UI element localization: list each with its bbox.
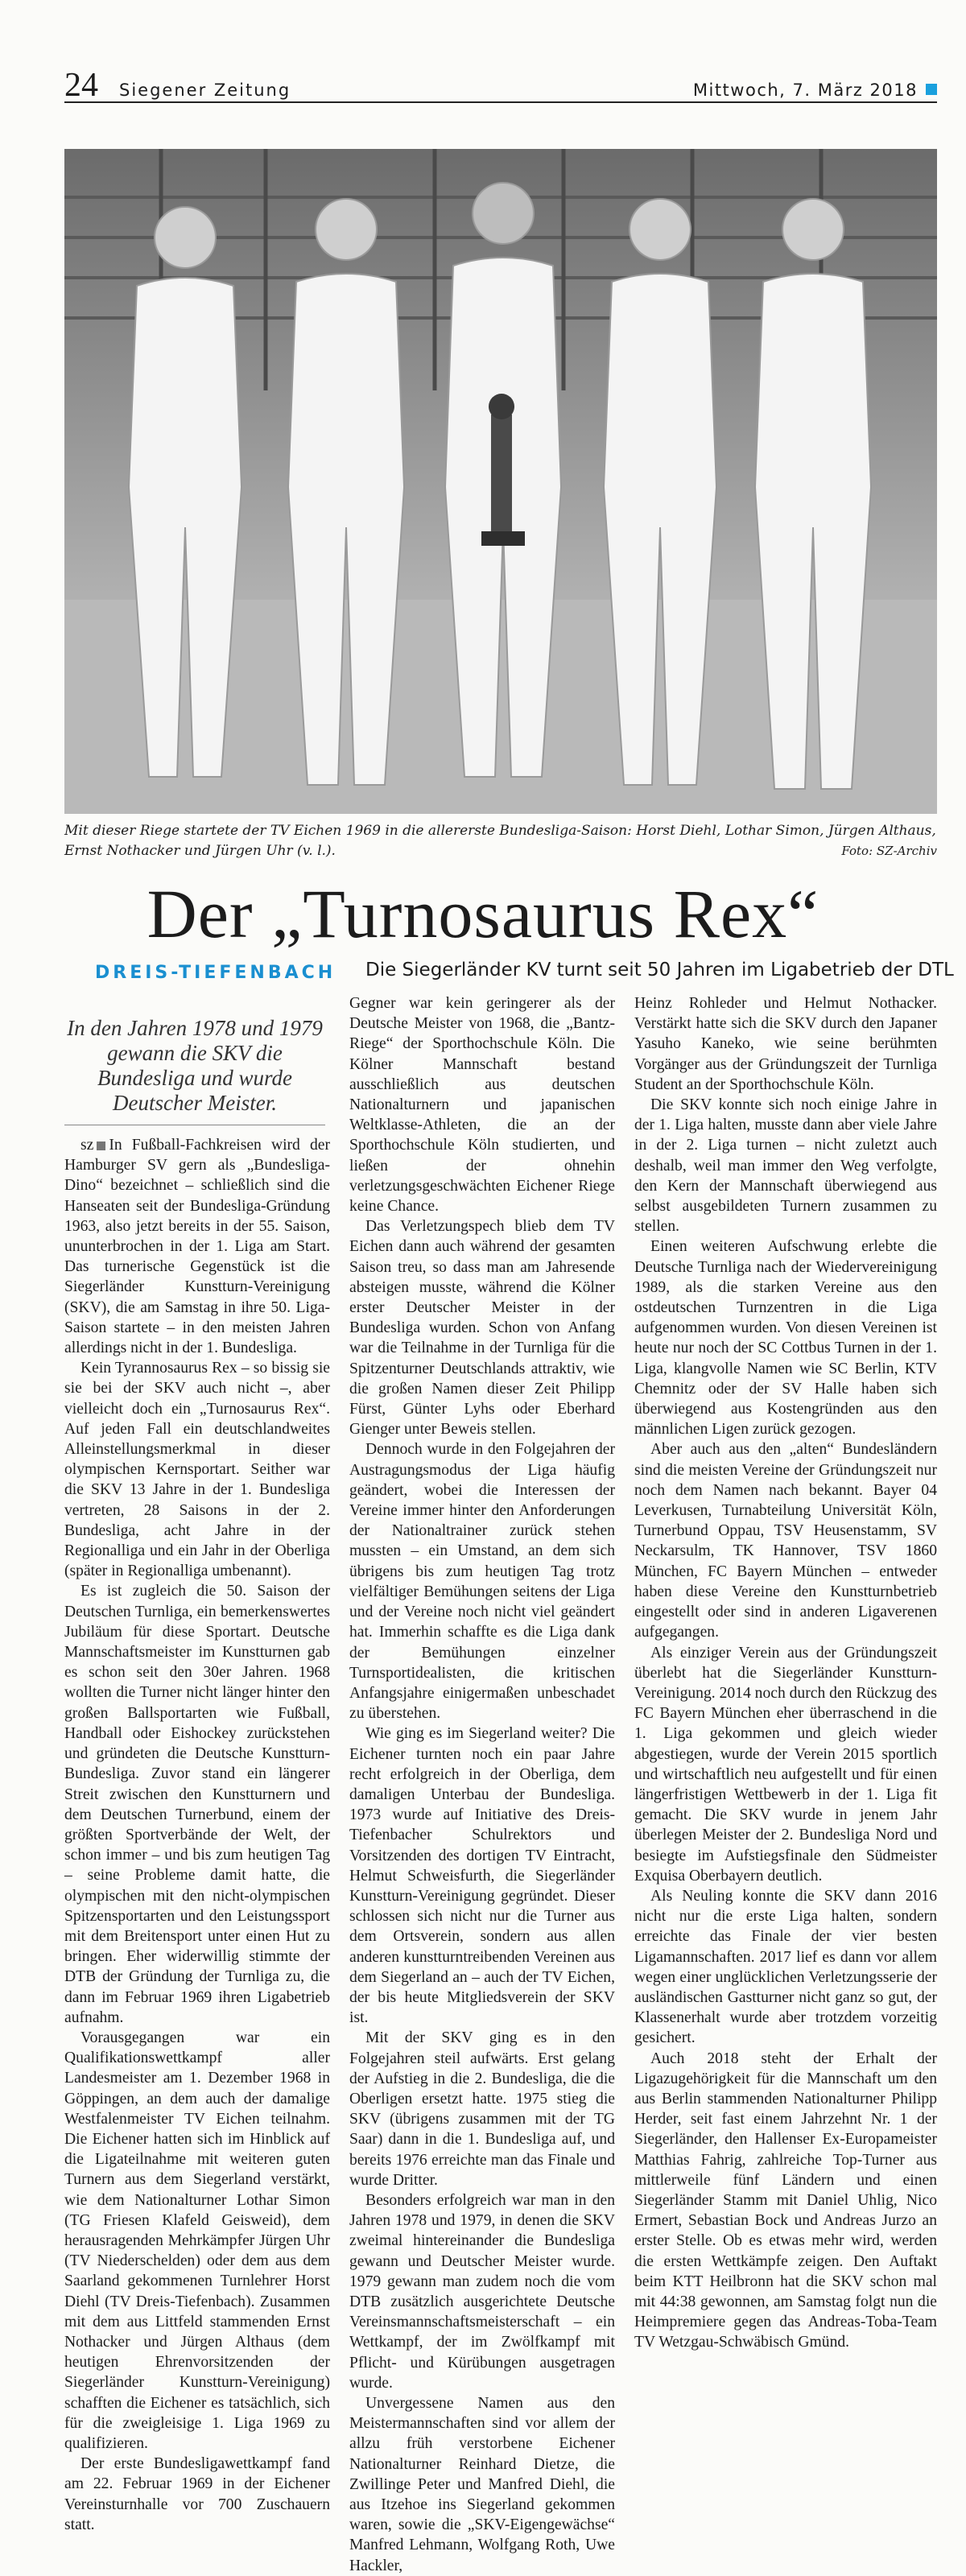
article-column-3: [634, 993, 938, 2351]
teaser-quote: In den Jahren 1978 und 1979 gewann die SKV die Bundesliga und wurde Deutscher Meister.: [67, 1016, 323, 1115]
paragraph: Wie ging es im Siegerland weiter? Die Eichener turnten noch ein paar Jahre recht erfolgreich in der Oberliga, dem damaligen Unterbau der Bundesliga. 1973 wurde auf Initiative des Dreis-Tiefenbacher Schulrektors und Vorsitzenden des dortigen TV Eintracht, Helmut Schweisfurth, die Siegerländer Kunstturn-Vereinigung gegründet. Dieser schlossen sich nicht nur die Turner aus dem Ortsverein, sondern aus allen anderen kunstturntreibenden Vereinen aus dem Siegerland an – auch der TV Eichen, der bis heute Mitgliedsverein der SKV ist.: [349, 1725, 615, 2027]
paragraph: Als einziger Verein aus der Gründungszeit überlebt hat die Siegerländer Kunstturn-Vereinigung. 2014 noch durch den Rückzug des FC Bayern München eher überraschend in die 1. Liga gekommen und gleich wieder abgestiegen, wurde der Verein 2015 sportlich und wirtschaftlich neu aufgestellt und für einen längerfristigen Wettbewerb in der 1. Liga fit gemacht. Die SKV wurde in jenem Jahr überlegen Meister der 2. Bundesliga Nord und besiegte im Aufstiegsfinale den Südmeister Exquisa Oberbayern deutlich.: [634, 1644, 938, 1885]
newspaper-name: Siegener Zeitung: [119, 80, 291, 100]
paragraph: Unvergessene Namen aus den Meistermannschaften sind vor allem der allzu früh verstorbene Eichener Nationalturner Reinhard Dietze, die Zwillinge Peter und Manfred Diehl, die aus Itzehoe ins Siegerland gekommen waren, sowie die „SKV-Eigengewächse“ Manfred Lehmann, Wolfgang Roth, Uwe Hackler,: [349, 2395, 615, 2574]
article-column-2: [349, 993, 615, 2574]
bullet-square-icon: [97, 1141, 105, 1150]
paragraph: Die SKV konnte sich noch einige Jahre in der 1. Liga halten, musste dann aber viele Jahre in der 2. Liga turnen – nicht zuletzt auch deshalb, weil man immer den Weg verfolgte, den Kern der Mannschaft überwiegend aus selbst ausgebildeten Turnern zusammen zu stellen.: [634, 1096, 937, 1236]
photo-caption: Mit dieser Riege startete der TV Eichen 1969 in die allererste Bundesliga-Saison: Horst Diehl, Lothar Simon, Jürgen Althaus, Ernst Nothacker und Jürgen Uhr (v. l.).: [64, 823, 936, 859]
issue-date: Mittwoch, 7. März 2018: [692, 80, 918, 100]
kicker-location: DREIS-TIEFENBACH: [95, 963, 336, 983]
article-column-1: [64, 1135, 330, 2533]
accent-square: [926, 84, 937, 95]
paragraph: Dennoch wurde in den Folgejahren der Austragungsmodus der Liga häufig geändert, wobei die Interessen der Vereine immer hinter den Anforderungen der Nationaltrainer zurück stehen mussten – ein Umstand, an dem sich übrigens bis zum heutigen Tag trotz vielfältiger Bemühungen seitens der Liga und der Vereine noch nicht viel geändert hat. Immerhin schaffte es die Liga dank der Bemühungen einzelner Turnsportidealisten, die kritischen Anfangsjahre einigermaßen unbeschadet zu überstehen.: [349, 1441, 615, 1723]
paragraph: Der erste Bundesligawettkampf fand am 22. Februar 1969 in der Eichener Vereinsturnhalle vor 700 Zuschauern statt.: [64, 2455, 330, 2533]
photo-credit: Foto: SZ-Archiv: [841, 844, 937, 858]
page-header: [64, 66, 937, 103]
paragraph: Heinz Rohleder und Helmut Nothacker. Verstärkt hatte sich die SKV durch den Japaner Yasuho Kaneko, wie seine berühmten Vorgänger aus der Gründungszeit der Turnliga Student an der Sporthochschule Köln.: [634, 995, 937, 1093]
headline: Der „Turnosaurus Rex“: [147, 875, 819, 952]
paragraph: Kein Tyrannosaurus Rex – so bissig sie sie bei der SKV auch nicht –, aber vielleicht doch ein „Turnosaurus Rex“. Auf jeden Fall ein deutschlandweites Alleinstellungsmerkmal in dieser olympischen Kernsportart. Seither war die SKV 13 Jahre in der 1. Bundesliga vertreten, 28 Saisons in der 2. Bundesliga, acht Jahre in der Regionalliga und ein Jahr in der Oberliga (später in Regionalliga umbenannt).: [64, 1360, 330, 1580]
paragraph: Das Verletzungspech blieb dem TV Eichen dann auch während der gesamten Saison treu, so dass man am Jahresende absteigen musste, während die Kölner erster Deutscher Meister in der Bundesliga wurden. Schon von Anfang war die Teilnahme in der Turnliga für die Spitzenturner Deutschlands attraktiv, wie die großen Namen dieser Zeit Philipp Fürst, Günter Lyhs oder Eberhard Gienger unter Beweis stellen.: [349, 1218, 615, 1439]
paragraph: Gegner war kein geringerer als der Deutsche Meister von 1968, die „Bantz-Riege“ der Sporthochschule Köln. Die Kölner Mannschaft bestand ausschließlich aus deutschen Nationalturnern und japanischen Weltklasse-Athleten, die an der Sporthochschule Köln studierten, und ließen der ohnehin verletzungsgeschwächten Eichener Riege keine Chance.: [349, 995, 615, 1216]
paragraph: Es ist zugleich die 50. Saison der Deutschen Turnliga, ein bemerkenswertes Jubiläum für diese Sportart. Deutsche Mannschaftsmeister im Kunstturnen gab es schon seit den 30er Jahren. 1968 wollten die Turner nicht länger hinter den großen Ballsportarten wie Fußball, Handball oder Eishockey zurückstehen und gründeten die Deutsche Kunstturn-Bundesliga. Zuvor stand ein längerer Streit zwischen den Kunstturnern und dem Deutschen Turnerbund, einem der größten Sportverbände der Welt, der schon immer – und bis zum heutigen Tag – seine Probleme damit hatte, die olympischen mit den nicht-olympischen Spitzensportarten und den Leistungssport mit dem Breitensport unter einen Hut zu bringen. Eher widerwillig stimmte der DTB der Gründung der Turnliga zu, die dann im Februar 1969 ihren Ligabetrieb aufnahm.: [64, 1583, 330, 2026]
paragraph: Als Neuling konnte die SKV dann 2016 nicht nur die erste Liga halten, sondern erreichte das Finale der vier besten Ligamannschaften. 2017 lief es dann vor allem wegen einer unglücklichen Verletzungsserie der ausländischen Gastturner nicht ganz so gut, der Klassenerhalt wurde aber trotzdem vorzeitig gesichert.: [634, 1887, 937, 2047]
paragraph: Aber auch aus den „alten“ Bundesländern sind die meisten Vereine der Gründungszeit nur noch dem Namen nach bekannt. Bayer 04 Leverkusen, Turnabteilung Universität Köln, Turnerbund Oppau, TSV Heusenstamm, SV Neckarsulm, TK Hannover, TSV 1860 München, FC Bayern München – entweder haben diese Vereine den Kunstturnbetrieb eingestellt oder sind in anderen Ligaverenen aufgegangen.: [634, 1441, 937, 1641]
paragraph: Vorausgegangen war ein Qualifikationswettkampf aller Landesmeister am 1. Dezember 1968 in Göppingen, an dem auch der damalige Westfalenmeister TV Eichen teilnahm. Die Eichener hatten sich im Hinblick auf die Ligateilnahme mit weiteren guten Turnern aus dem Siegerland verstärkt, wie dem Nationalturner Lothar Simon (TG Friesen Klafeld Geisweid), dem herausragenden Mehrkämpfer Jürgen Uhr (TV Niederschelden) oder dem aus dem Saarland gekommenen Turnlehrer Horst Diehl (TV Dreis-Tiefenbach). Zusammen mit dem aus Littfeld stammenden Ernst Nothacker und Jürgen Althaus (dem heutigen Ehrenvorsitzenden der Siegerländer Kunstturn-Vereinigung) schafften die Eichener es tatsächlich, sich für die zweigleisige 1. Liga 1969 zu qualifizieren.: [64, 2029, 330, 2452]
paragraph: sz In Fußball-Fachkreisen wird der Hamburger SV gern als „Bundesliga-Dino“ bezeichnet – schließlich sind die Hanseaten seit der Bundesliga-Gründung 1963, also jetzt bereits in der 55. Saison, ununterbrochen in der 1. Liga am Start. Das turnerische Gegenstück ist die Siegerländer Kunstturn-Vereinigung (SKV), die am Samstag in ihre 50. Liga-Saison startete – in den meisten Jahren allerdings nicht in der 1. Bundesliga.: [64, 1137, 330, 1357]
page-number: 24: [64, 67, 98, 104]
paragraph: Einen weiteren Aufschwung erlebte die Deutsche Turnliga nach der Wiedervereinigung 1989, als die starken Vereine aus den ostdeutschen Turnzentren in die Liga aufgenommen wurden. Von diesen Vereinen ist heute nur noch der SC Cottbus Turnen in der 1. Liga, klangvolle Namen wie SC Berlin, KTV Chemnitz oder der SV Halle haben sich überwiegend aus Kostengründen aus den männlichen Ligen zurück gezogen.: [634, 1238, 937, 1439]
paragraph: Auch 2018 steht der Erhalt der Ligazugehörigkeit für die Mannschaft um den aus Berlin stammenden Nationalturner Philipp Herder, seit fast einem Jahrzehnt Nr. 1 der Siegerländer, den Hallenser Ex-Europameister Matthias Fahrig, zahlreiche Top-Turner aus mittlerweile fünf Ländern und einen Siegerländer Stamm mit Daniel Uhlig, Nico Ermert, Sebastian Bock und Andreas Jurzo an erster Stelle. Ob es etwas mehr wird, werden die ersten Wettkämpfe zeigen. Den Auftakt beim KTT Heilbronn hat die SKV schon mal mit 44:38 gewonnen, am Samstag folgt nun die Heimpremiere gegen das Andreas-Toba-Team TV Wetzgau-Schwäbisch Gmünd.: [634, 2050, 937, 2351]
paragraph: Besonders erfolgreich war man in den Jahren 1978 und 1979, in denen die SKV zweimal hintereinander die Bundesliga gewann und Deutscher Meister wurde. 1979 gewann man zudem noch die vom DTB zusätzlich ausgerichtete Deutsche Vereinsmannschaftsmeisterschaft – ein Wettkampf, der im Zwölfkampf mit Pflicht- und Kürübungen ausgetragen wurde.: [349, 2191, 615, 2392]
team-photo: [64, 149, 937, 814]
subheadline: Die Siegerländer KV turnt seit 50 Jahren im Ligabetrieb der DTL: [365, 960, 954, 980]
author-tag: sz: [80, 1137, 94, 1154]
paragraph: Mit der SKV ging es in den Folgejahren steil aufwärts. Erst gelang der Aufstieg in die 2. Bundesliga, die die Oberligen ersetzt hatte. 1975 stieg die SKV (übrigens zusammen mit der TG Saar) dann in die 1. Bundesliga auf, und bereits 1976 erreichte man das Finale und wurde Dritter.: [349, 2029, 615, 2189]
